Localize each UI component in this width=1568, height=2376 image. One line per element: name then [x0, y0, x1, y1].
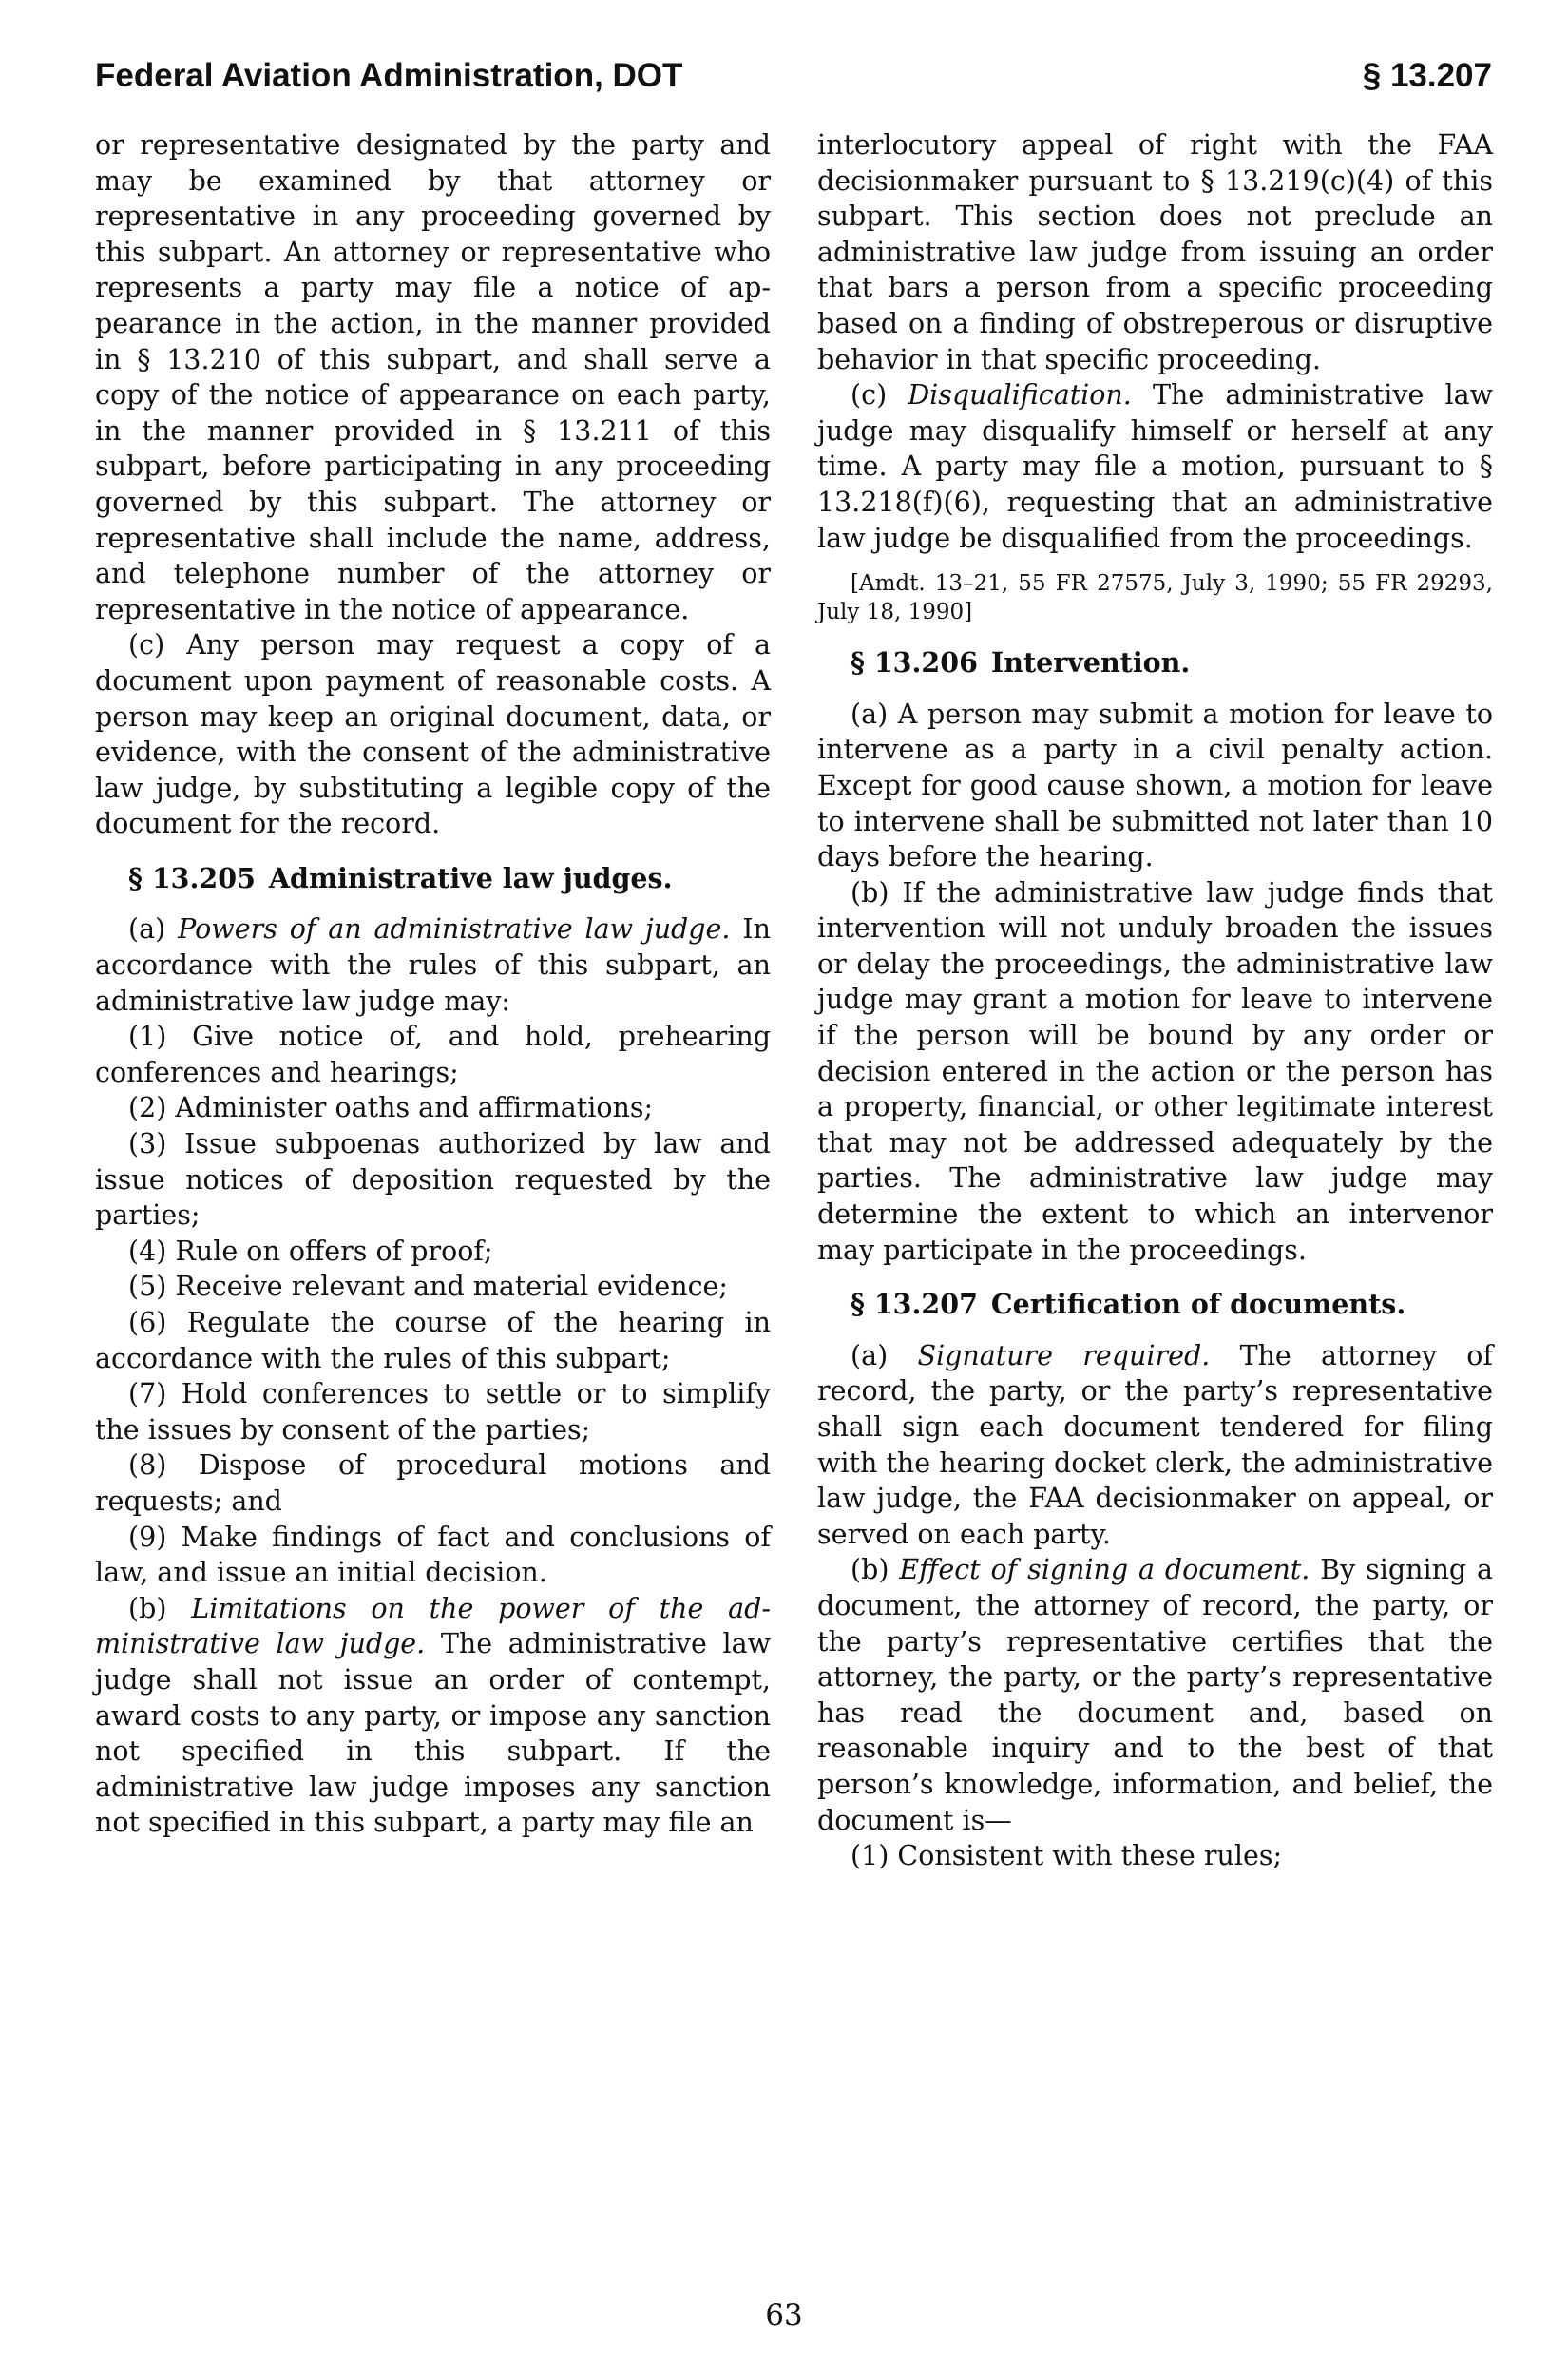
paragraph-207-a — [817, 1338, 1493, 1553]
section-heading-13-207 — [817, 1287, 1493, 1323]
list-item-9: (9) Make findings of fact and conclusions of law, and issue an initial decision. — [95, 1521, 771, 1589]
list-item-5: (5) Receive relevant and material evidence; — [128, 1271, 729, 1303]
list-item-2: (2) Administer oaths and affirmations; — [128, 1092, 654, 1124]
amendment-citation: [Amdt. 13–21, 55 FR 27575, July 3, 1990; 55 FR 29293, July 18, 1990] — [817, 571, 1493, 625]
paragraph-text: The administrative law judge may disqualify himself or herself at any time. A party may file a motion, pursuant to § 13.218(f)(6), requesting that an administrative law judge be disqualified from the proceedings. — [817, 379, 1494, 554]
paragraph-text: In accordance with the rules of this subpart, an administrative law judge may: — [95, 913, 771, 1017]
paragraph-207-b — [817, 1552, 1493, 1838]
section-heading-13-206 — [817, 645, 1493, 681]
list-item-7: (7) Hold conferences to settle or to simplify the issues by consent of the parties; — [95, 1378, 771, 1446]
paragraph-text: By signing a document, the attorney of record, the party, or the party’s representative certifies that the attorney, the party, or the party’s representative has read the document and, based on reasonable inquiry and to the best of that person’s knowledge, information, and belief, the document is— — [817, 1554, 1494, 1836]
list-item-8: (8) Dispose of procedural motions and requests; and — [95, 1449, 771, 1517]
paragraph-206-a: (a) A person may submit a motion for leave to intervene as a party in a civil penalty action. Except for good cause shown, a motion for leave to intervene shall be submitted not later than 10 days before the hearing. — [817, 698, 1493, 873]
paragraph-continued: or representative designated by the party and may be examined by that attorney or representative in any proceeding governed by this subpart. An attorney or representative who represents a party may file a notice of appearance in the action, in the manner provided in § 13.210 of this subpart, and shall serve a copy of the notice of appearance on each party, in the manner provided in § 13.211 of this subpart, before participating in any proceeding governed by this subpart. The attorney or representative shall include the name, address, and telephone number of the attorney or representative in the notice of appearance. — [95, 129, 771, 625]
list-item-3: (3) Issue subpoenas authorized by law and issue notices of deposition requested by the parties; — [95, 1128, 771, 1232]
paragraph-label: (a) — [851, 1339, 889, 1371]
right-column — [817, 127, 1493, 1874]
paragraph-heading: Disqualification. — [908, 379, 1132, 412]
left-column — [95, 127, 771, 1841]
list-item-4: (4) Rule on offers of proof; — [128, 1235, 493, 1267]
header-section: § 13.207 — [1362, 57, 1492, 94]
section-number: § 13.206 — [851, 646, 978, 680]
list-item-1: (1) Give notice of, and hold, prehearing conferences and hearings; — [95, 1021, 771, 1088]
paragraph-label: (b) — [851, 1554, 889, 1586]
list-item-207-b-1: (1) Consistent with these rules; — [851, 1840, 1283, 1872]
paragraph-label: (a) — [128, 913, 166, 946]
paragraph-text: The attorney of record, the party, or the party’s representative shall sign each document tendered for filing with the hearing docket clerk, the administrative law judge, the FAA decisionmaker on appeal, or served on each party. — [817, 1339, 1494, 1550]
section-title: Certification of documents. — [990, 1288, 1406, 1321]
paragraph-heading: Effect of signing a document. — [899, 1554, 1310, 1586]
paragraph-a-powers — [95, 911, 771, 1019]
paragraph-heading: Powers of an administrative law judge. — [178, 913, 731, 946]
list-item-6: (6) Regulate the course of the hearing in accordance with the rules of this subpart; — [95, 1307, 771, 1374]
paragraph-label: (c) — [851, 379, 888, 412]
paragraph-heading: Signature required. — [917, 1339, 1211, 1371]
section-number: § 13.207 — [851, 1288, 978, 1321]
running-header — [95, 57, 1492, 105]
paragraph-b-limitations — [95, 1591, 771, 1841]
paragraph-c-copies: (c) Any person may request a copy of a document upon payment of reasonable costs. A person may keep an original document, data, or evidence, with the consent of the administrative law judge, by substituting a legible copy of the document for the record. — [95, 629, 771, 840]
section-title: Administrative law judges. — [268, 861, 673, 894]
section-heading-13-205 — [95, 861, 771, 897]
paragraph-c-disqualification — [817, 377, 1493, 556]
paragraph-label: (b) — [128, 1592, 167, 1624]
header-agency: Federal Aviation Administration, DOT — [95, 57, 683, 94]
section-title: Intervention. — [990, 646, 1191, 680]
paragraph-text: The administrative law judge shall not issue an order of contempt, award costs to any party, or impose any sanction not specified in this subpart. If the administrative law judge imposes any sanction not specified in this subpart, a party may file an — [95, 1628, 771, 1839]
paragraph-continued: interlocutory appeal of right with the FAA decisionmaker pursuant to § 13.219(c)(4) of this subpart. This section does not preclude an administrative law judge from issuing an order that bars a person from a specific proceeding based on a finding of obstreperous or disruptive behavior in that specific proceeding. — [817, 129, 1493, 375]
section-number: § 13.205 — [128, 861, 256, 894]
paragraph-206-b: (b) If the administrative law judge finds that intervention will not unduly broaden the issues or delay the proceedings, the administrative law judge may grant a motion for leave to intervene if the person will be bound by any order or decision entered in the action or the person has a property, financial, or other legitimate interest that may not be addressed adequately by the parties. The administrative law judge may determine the extent to which an intervenor may participate in the proceedings. — [817, 876, 1493, 1266]
paragraph-heading: Limitations on the power of the administrative law judge. — [95, 1592, 771, 1660]
page-number: 63 — [765, 2298, 803, 2332]
